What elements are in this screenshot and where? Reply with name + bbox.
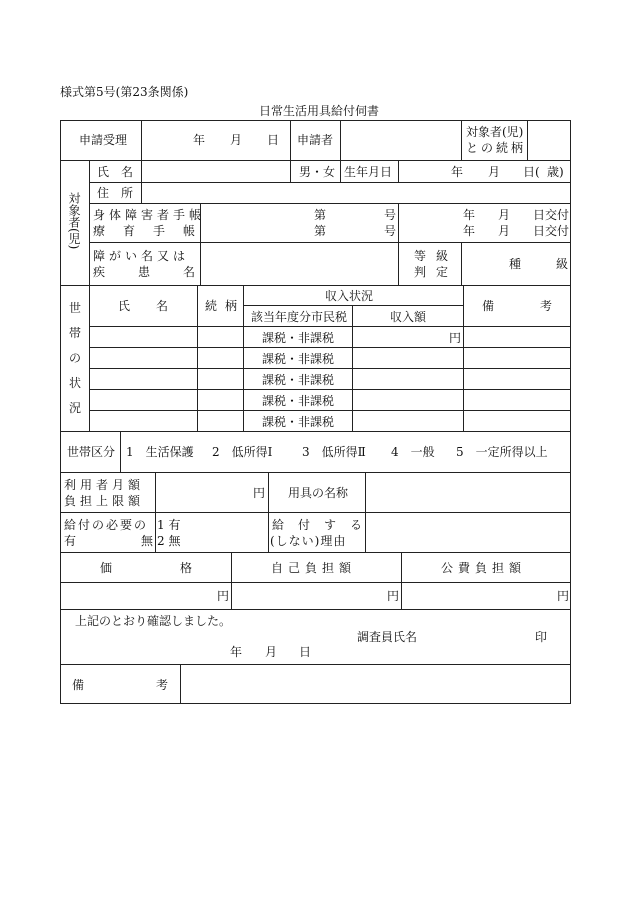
address-field[interactable]: [142, 183, 570, 202]
handbook1-go: 号: [384, 208, 397, 222]
necessity-option-no[interactable]: 2 無: [157, 534, 181, 548]
household-category-label: 世帯区分: [67, 445, 116, 459]
burden-label-1: 利用者月額: [64, 478, 145, 492]
reason-field[interactable]: [366, 513, 570, 551]
form-title: 日常生活用具給付伺書: [259, 104, 380, 118]
issue2-year: 年: [463, 224, 476, 238]
disability-label-1: 障がい名又は: [93, 249, 190, 263]
form-number: 様式第5号(第23条関係): [60, 85, 189, 99]
birth-day: 日(: [523, 165, 540, 179]
subject-name-label: 氏 名: [97, 165, 133, 179]
subject-side-label: 対象者(児): [67, 192, 81, 250]
price-label: 価 格: [100, 561, 192, 575]
category-option-5[interactable]: 5 一定所得以上: [456, 445, 548, 459]
issue2-month: 月: [498, 224, 511, 238]
public-burden-label: 公費負担額: [441, 561, 527, 575]
household-col-amount: 収入額: [390, 310, 427, 324]
sex-select[interactable]: 男・女: [299, 165, 336, 179]
item-name-field[interactable]: [366, 473, 570, 511]
apply-day: 日: [267, 133, 280, 147]
investigator-label: 調査員氏名: [357, 630, 418, 644]
physical-handbook-label: 身体障害者手帳: [93, 208, 206, 222]
necessity-option-yes[interactable]: 1 有: [157, 518, 181, 532]
handbook2-go: 号: [384, 224, 397, 238]
household-col-income: 収入状況: [325, 289, 374, 303]
household-row-1-tax[interactable]: 課税・非課税: [262, 331, 335, 345]
handbook2-no: 第: [314, 224, 327, 238]
remarks-field[interactable]: [181, 665, 570, 703]
household-row-4-tax[interactable]: 課税・非課税: [262, 394, 335, 408]
birth-month: 月: [488, 165, 501, 179]
applicant-field[interactable]: [341, 121, 460, 159]
issue2-day: 日交付: [533, 224, 570, 238]
investigator-name-field[interactable]: [422, 626, 530, 644]
seal-mark: 印: [535, 630, 548, 644]
applicant-label: 申請者: [297, 133, 334, 147]
category-option-4[interactable]: 4 一般: [391, 445, 435, 459]
birthdate-label: 生年月日: [344, 165, 393, 179]
confirm-day: 日: [299, 645, 312, 659]
reason-label-2: (しない)理由: [270, 534, 347, 548]
household-row-3-tax[interactable]: 課税・非課税: [262, 373, 335, 387]
price-field[interactable]: [61, 583, 230, 608]
issue1-day: 日交付: [533, 208, 570, 222]
birth-year: 年: [451, 165, 464, 179]
category-option-3[interactable]: 3 低所得Ⅱ: [302, 445, 366, 459]
household-row-5-tax[interactable]: 課税・非課税: [262, 415, 335, 429]
category-option-1[interactable]: 1 生活保護: [126, 445, 194, 459]
disability-field[interactable]: [201, 243, 397, 284]
disability-label-2: 疾 患 名: [93, 265, 195, 279]
age-label: 歳): [547, 165, 564, 179]
necessity-label-1: 給付の必要の: [64, 518, 149, 532]
address-label: 住 所: [97, 186, 133, 200]
public-burden-yen: 円: [557, 589, 570, 603]
apply-month: 月: [230, 133, 243, 147]
subject-name-field[interactable]: [142, 161, 289, 181]
burden-yen: 円: [253, 486, 266, 500]
confirm-year: 年: [230, 645, 243, 659]
household-row-2-tax[interactable]: 課税・非課税: [262, 352, 335, 366]
issue1-year: 年: [463, 208, 476, 222]
rehab-handbook-label: 療 育 手 帳: [93, 224, 195, 238]
grade-label-2: 判 定: [414, 265, 448, 279]
necessity-label-2a: 有: [64, 534, 77, 548]
apply-received-label: 申請受理: [79, 133, 128, 147]
household-col-relation: 続 柄: [205, 299, 237, 313]
public-burden-field[interactable]: [402, 583, 570, 608]
reason-label-1: 給 付 す る: [272, 518, 362, 532]
apply-year: 年: [193, 133, 206, 147]
relation-label-2: との続柄: [466, 141, 527, 155]
relation-field[interactable]: [528, 121, 570, 159]
issue1-month: 月: [498, 208, 511, 222]
confirmation-text: 上記のとおり確認しました。: [75, 614, 232, 628]
handbook1-no: 第: [314, 208, 327, 222]
remarks-label: 備 考: [72, 678, 168, 692]
household-col-tax: 該当年度分市民税: [251, 310, 348, 324]
grade-suffix: 級: [556, 257, 569, 271]
household-row-1-yen: 円: [449, 331, 462, 345]
self-burden-yen: 円: [387, 589, 400, 603]
item-name-label: 用具の名称: [288, 486, 349, 500]
necessity-label-2b: 無: [141, 534, 154, 548]
type-label: 種: [509, 257, 522, 271]
grade-label-1: 等 級: [414, 249, 448, 263]
household-side-label: 世 帯 の 状 況: [68, 301, 81, 415]
household-col-remarks: 備 考: [482, 299, 552, 313]
category-option-2[interactable]: 2 低所得Ⅰ: [212, 445, 273, 459]
relation-label-1: 対象者(児): [466, 125, 524, 139]
confirm-month: 月: [265, 645, 278, 659]
burden-label-2: 負担上限額: [64, 494, 145, 508]
price-yen: 円: [217, 589, 230, 603]
household-col-name: 氏 名: [118, 299, 168, 313]
self-burden-label: 自己負担額: [271, 561, 357, 575]
burden-amount-field[interactable]: [156, 473, 267, 511]
self-burden-field[interactable]: [232, 583, 400, 608]
